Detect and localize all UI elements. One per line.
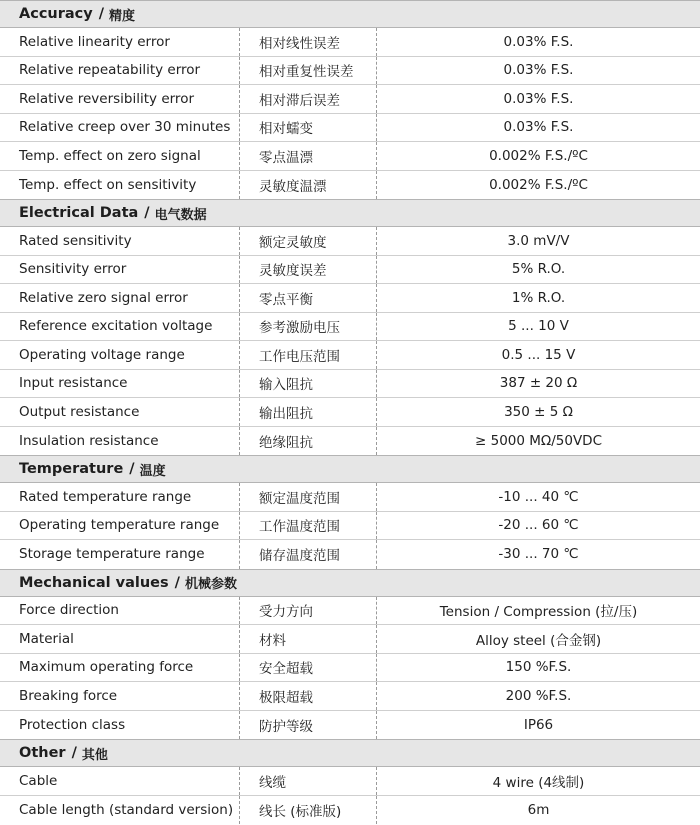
param-value: 6m <box>527 801 550 818</box>
param-name-en: Relative repeatability error <box>0 57 240 85</box>
param-value: 350 ± 5 Ω <box>504 403 573 420</box>
table-row <box>0 57 700 86</box>
table-row <box>0 512 700 541</box>
param-value: 387 ± 20 Ω <box>499 375 578 392</box>
param-value: -20 ... 60 ℃ <box>498 517 579 534</box>
title-separator: / <box>71 745 77 761</box>
param-name-en: Maximum operating force <box>0 654 240 682</box>
section-title-en: Other <box>19 745 66 761</box>
param-name-en: Temp. effect on zero signal <box>0 142 240 170</box>
param-name-zh: 线长 (标准版) <box>240 796 377 825</box>
param-value: 5 ... 10 V <box>508 318 569 335</box>
param-value: 4 wire (4线制) <box>492 774 585 791</box>
param-name-en: Rated sensitivity <box>0 227 240 255</box>
param-name-en: Relative reversibility error <box>0 85 240 113</box>
param-name-en: Temp. effect on sensitivity <box>0 171 240 200</box>
table-row <box>0 284 700 313</box>
param-name-zh: 安全超载 <box>240 654 377 682</box>
table-row <box>0 171 700 200</box>
table-row <box>0 427 700 456</box>
table-row <box>0 682 700 711</box>
param-name-zh: 零点平衡 <box>240 284 377 312</box>
param-value: 0.03% F.S. <box>503 62 574 79</box>
param-name-zh: 绝缘阻抗 <box>240 427 377 456</box>
table-row <box>0 540 700 569</box>
section-title-en: Electrical Data <box>19 205 139 221</box>
table-row <box>0 85 700 114</box>
param-name-en: Input resistance <box>0 370 240 398</box>
section-accuracy <box>0 0 700 199</box>
title-separator: / <box>98 6 105 22</box>
param-value: IP66 <box>523 716 554 733</box>
param-name-en: Output resistance <box>0 398 240 426</box>
param-name-en: Sensitivity error <box>0 256 240 284</box>
param-name-zh: 受力方向 <box>240 597 377 625</box>
param-name-en: Reference excitation voltage <box>0 313 240 341</box>
table-row <box>0 341 700 370</box>
param-value: Alloy steel (合金钢) <box>475 632 602 649</box>
param-value: -10 ... 40 ℃ <box>498 488 579 505</box>
param-name-zh: 工作电压范围 <box>240 341 377 369</box>
section-other <box>0 739 700 824</box>
section-title-zh: 温度 <box>139 463 166 479</box>
param-name-zh: 灵敏度误差 <box>240 256 377 284</box>
param-value: 3.0 mV/V <box>507 232 570 249</box>
param-value: 0.5 ... 15 V <box>501 346 576 363</box>
param-name-en: Relative creep over 30 minutes <box>0 114 240 142</box>
section-title-en: Temperature <box>19 461 124 477</box>
param-name-en: Protection class <box>0 711 240 740</box>
section-title-zh: 精度 <box>109 8 136 24</box>
param-name-zh: 工作温度范围 <box>240 512 377 540</box>
section-header <box>0 199 700 227</box>
title-separator: / <box>174 574 180 591</box>
section-title-zh: 其他 <box>81 747 108 763</box>
section-header <box>0 0 700 28</box>
section-title-en: Mechanical values <box>19 574 169 591</box>
param-value: ≥ 5000 MΩ/50VDC <box>475 432 602 449</box>
param-name-en: Material <box>0 625 240 653</box>
param-name-zh: 灵敏度温漂 <box>240 171 377 200</box>
section-title-en: Accuracy <box>19 6 93 22</box>
param-name-en: Operating voltage range <box>0 341 240 369</box>
table-row <box>0 711 700 740</box>
param-name-zh: 线缆 <box>240 767 377 795</box>
param-value: 0.03% F.S. <box>503 33 574 50</box>
table-row <box>0 28 700 57</box>
param-name-zh: 极限超载 <box>240 682 377 710</box>
section-header <box>0 455 700 483</box>
section-title-zh: 机械参数 <box>184 577 237 592</box>
param-name-en: Breaking force <box>0 682 240 710</box>
param-name-zh: 相对线性误差 <box>240 28 377 56</box>
param-name-en: Rated temperature range <box>0 483 240 511</box>
section-electrical-data <box>0 199 700 455</box>
param-name-en: Relative linearity error <box>0 28 240 56</box>
title-separator: / <box>129 461 135 477</box>
param-name-en: Insulation resistance <box>0 427 240 456</box>
param-value: 0.03% F.S. <box>503 119 574 136</box>
param-name-zh: 输入阻抗 <box>240 370 377 398</box>
param-value: 0.03% F.S. <box>503 90 574 107</box>
table-row <box>0 483 700 512</box>
title-separator: / <box>144 205 150 221</box>
param-value: Tension / Compression (拉/压) <box>439 604 638 621</box>
table-row <box>0 796 700 825</box>
param-value: 200 %F.S. <box>505 687 572 704</box>
param-name-zh: 相对蠕变 <box>240 114 377 142</box>
param-name-zh: 材料 <box>240 625 377 653</box>
param-name-zh: 额定温度范围 <box>240 483 377 511</box>
section-header <box>0 739 700 767</box>
param-name-zh: 储存温度范围 <box>240 540 377 569</box>
section-header <box>0 569 700 597</box>
param-name-en: Storage temperature range <box>0 540 240 569</box>
table-row <box>0 654 700 683</box>
param-value: 1% R.O. <box>511 289 566 306</box>
param-value: 0.002% F.S./ºC <box>489 176 588 193</box>
param-name-zh: 参考激励电压 <box>240 313 377 341</box>
param-value: 0.002% F.S./ºC <box>489 147 588 164</box>
param-name-zh: 输出阻抗 <box>240 398 377 426</box>
param-name-zh: 相对重复性误差 <box>240 57 377 85</box>
param-name-en: Cable <box>0 767 240 795</box>
table-row <box>0 313 700 342</box>
table-row <box>0 625 700 654</box>
table-row <box>0 142 700 171</box>
table-row <box>0 398 700 427</box>
param-value: 150 %F.S. <box>505 659 572 676</box>
table-row <box>0 114 700 143</box>
table-row <box>0 227 700 256</box>
param-name-zh: 相对滞后误差 <box>240 85 377 113</box>
param-name-en: Relative zero signal error <box>0 284 240 312</box>
param-name-en: Operating temperature range <box>0 512 240 540</box>
param-name-zh: 额定灵敏度 <box>240 227 377 255</box>
table-row <box>0 256 700 285</box>
section-mechanical-values <box>0 569 700 740</box>
section-temperature <box>0 455 700 569</box>
param-name-zh: 零点温漂 <box>240 142 377 170</box>
section-title-zh: 电气数据 <box>154 207 207 223</box>
param-name-zh: 防护等级 <box>240 711 377 740</box>
param-name-en: Cable length (standard version) <box>0 796 240 825</box>
table-row <box>0 370 700 399</box>
param-value: -30 ... 70 ℃ <box>498 546 579 563</box>
param-name-en: Force direction <box>0 597 240 625</box>
table-row <box>0 597 700 626</box>
table-row <box>0 767 700 796</box>
param-value: 5% R.O. <box>511 261 566 278</box>
